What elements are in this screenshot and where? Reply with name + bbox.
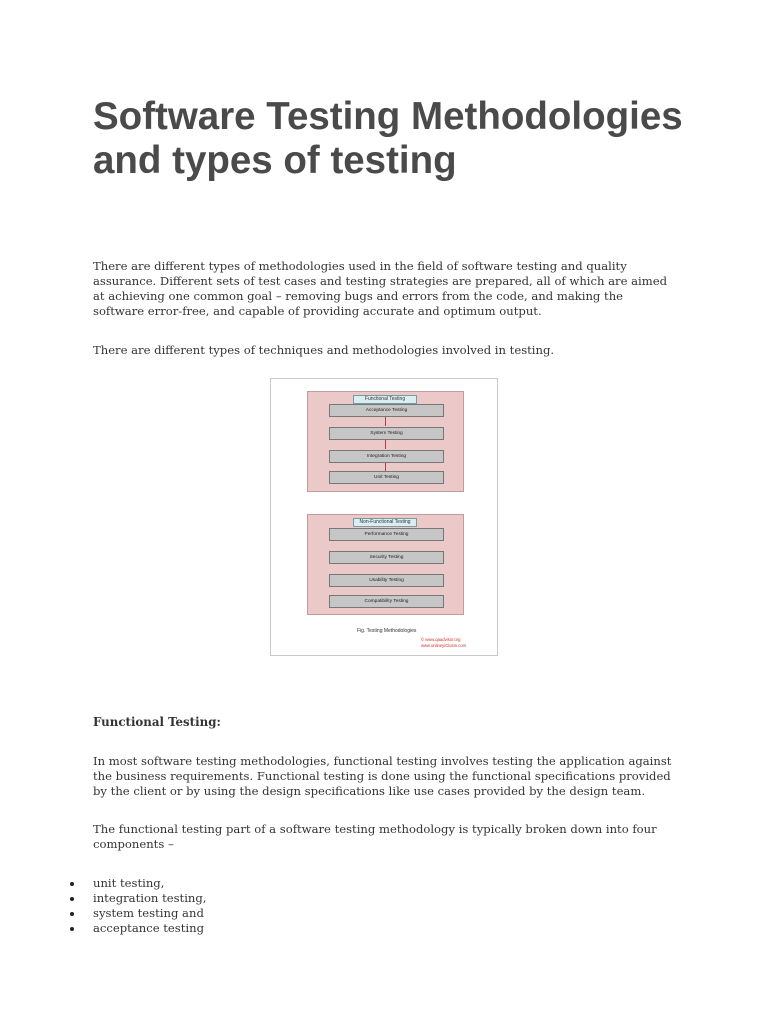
performance-testing-box: Performance Testing <box>329 528 444 541</box>
compatibility-testing-box: Compatibility Testing <box>329 595 444 608</box>
page-title: Software Testing Methodologies and types of testing <box>93 95 683 182</box>
figure-credit: www.onlineyiClusm.com <box>421 643 467 648</box>
functional-testing-group <box>307 391 464 492</box>
integration-testing-box: Integration Testing <box>329 450 444 463</box>
usability-testing-box: Usability Testing <box>329 574 444 587</box>
acceptance-testing-box: Acceptance Testing <box>329 404 444 417</box>
figure-credit: © www.qaadvisor.org <box>421 637 461 642</box>
list-item <box>0 891 206 906</box>
bullet-icon <box>70 912 74 916</box>
list-item <box>0 921 206 936</box>
functional-testing-heading: Functional Testing: <box>93 715 221 729</box>
testing-components-list <box>0 876 206 936</box>
arrow-connector <box>385 417 386 426</box>
list-item-label: integration testing, <box>93 891 207 905</box>
figure-caption: Fig. Testing Methodologies <box>357 628 417 634</box>
functional-group-title: Functional Testing <box>353 395 417 404</box>
system-testing-box: System Testing <box>329 427 444 440</box>
components-intro-paragraph: The functional testing part of a software testing methodology is typically broken down into four components – <box>93 822 657 851</box>
anchor-link[interactable] <box>92 222 97 234</box>
unit-testing-box: Unit Testing <box>329 471 444 484</box>
list-item-label: system testing and <box>93 906 204 920</box>
bullet-icon <box>70 927 74 931</box>
functional-body-paragraph: In most software testing methodologies, functional testing involves testing the application against the business requirements. Functional testing is done using the functional specifications provided by the client or by using the design specifications like use cases provided by the design team. <box>93 754 672 798</box>
techniques-paragraph: There are different types of techniques and methodologies involved in testing. <box>93 343 555 357</box>
list-item <box>0 876 206 891</box>
list-item-label: unit testing, <box>93 876 165 890</box>
nonfunctional-group-title: Non-Functional Testing <box>353 518 417 527</box>
testing-methodologies-figure <box>270 378 498 656</box>
list-item <box>0 906 206 921</box>
nonfunctional-testing-group <box>307 514 464 615</box>
bullet-icon <box>70 882 74 886</box>
intro-paragraph: There are different types of methodologies used in the field of software testing and quality assurance. Different sets of test cases and testing strategies are prepared, all of which are aimed at achieving one common goal – removing bugs and errors from the code, and making the software error-free, and capable of providing accurate and optimum output. <box>93 259 668 318</box>
security-testing-box: Security Testing <box>329 551 444 564</box>
bullet-icon <box>70 897 74 901</box>
arrow-connector <box>385 440 386 449</box>
list-item-label: acceptance testing <box>93 921 204 935</box>
